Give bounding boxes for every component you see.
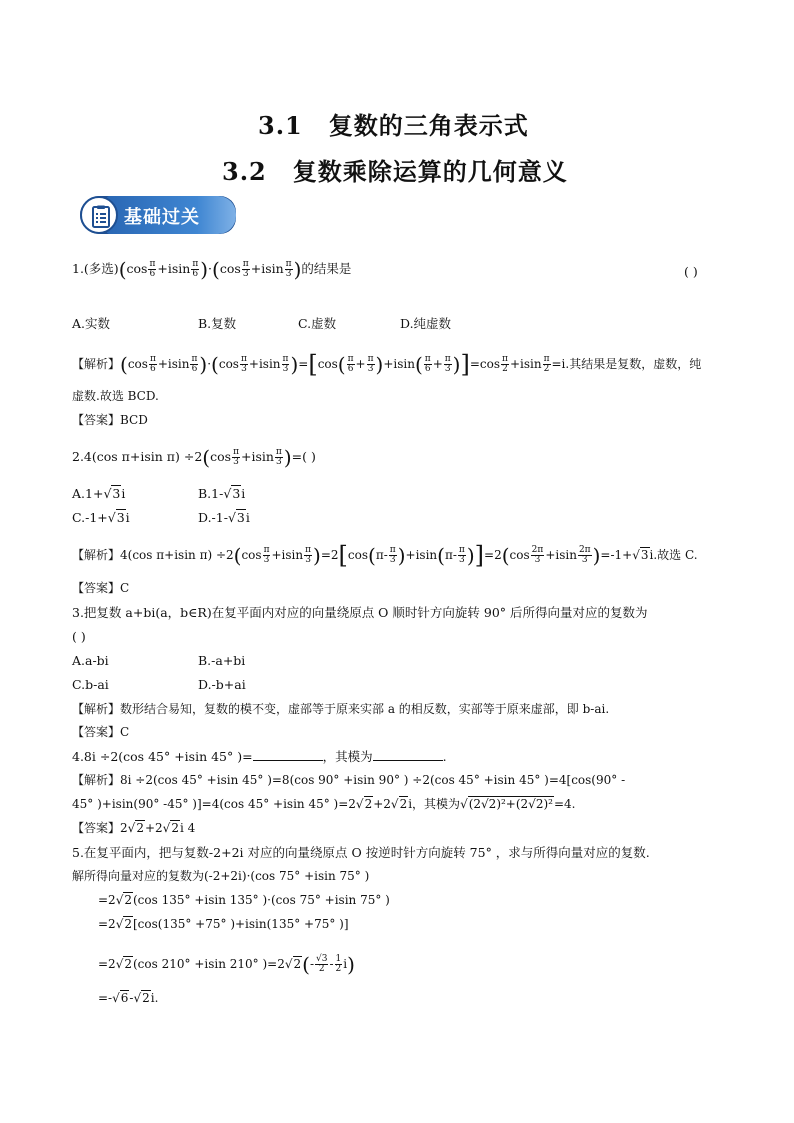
q3-analysis-label: 【解析】 (72, 702, 121, 716)
q3-stem-line2: ( ) (72, 629, 86, 644)
q1-analysis-label: 【解析】 (72, 357, 121, 371)
q4-analysis-line1-text: 8i ÷2(cos 45° +isin 45° )=8(cos 90° +isin 90° ) ÷2(cos 45° +isin 45° )=4[cos(90° - (120, 773, 626, 787)
q1-answer-bracket: ( ) (684, 264, 698, 279)
q1-answer-value: BCD (120, 413, 148, 427)
q4-stem-a: 4.8i ÷2(cos 45° +isin 45° )= (72, 749, 253, 764)
q1-answer-label: 【答案】 (72, 413, 121, 427)
q2-answer-value: C (120, 581, 130, 595)
q5-solution-line3-text: [cos(135° +75° )+isin(135° +75° )] (133, 917, 349, 931)
q5-solution-line2-text: (cos 135° +isin 135° )·(cos 75° +isin 75° ) (133, 893, 390, 907)
q3-analysis (72, 701, 609, 717)
title-3-1-number: 3.1 (258, 111, 303, 140)
title-3-1-text: 复数的三角表示式 (328, 111, 529, 140)
q2-option-a-text: A.1+ (72, 486, 104, 501)
q4-analysis-line1 (72, 772, 625, 788)
title-3-2 (222, 152, 568, 187)
title-3-1 (258, 106, 529, 141)
q1-answer (72, 412, 148, 428)
q4-answer-c: i 4 (179, 821, 196, 835)
section-badge (80, 196, 236, 234)
q4-stem (72, 748, 447, 765)
q4-analysis-line2-a: 45° )+isin(90° -45° )]=4(cos 45° +isin 45° )=2 (72, 797, 356, 811)
q5-solution-line5: =-√6-√2i. (98, 991, 159, 1005)
title-3-2-number: 3.2 (222, 157, 267, 186)
badge-circle (80, 196, 118, 234)
q1-stem: 1.(多选)(cos $\frac{\pi}{6}$ +isin $\frac{\pi}{6}$ )·(cos $\frac{\pi}{3}$ +isin $\frac{\pi}{3}$ )的结果是 (72, 257, 352, 282)
section-badge-label: 基础过关 (124, 207, 200, 228)
q1-option-c: C.虚数 (298, 316, 337, 331)
checklist-icon (88, 204, 114, 230)
q5-solution-line3: =2√2[cos(135° +75° )+isin(135° +75° )] (98, 917, 349, 931)
q2-option-b: B.1-√3i (198, 486, 246, 501)
q3-analysis-text: 数形结合易知，复数的模不变，虚部等于原来实部 a 的相反数，实部等于原来虚部，即 b-ai. (120, 702, 610, 716)
q2-analysis: 【解析】4(cos π+isin π) ÷2(cos $\frac{\pi}{3}$ +isin $\frac{\pi}{3}$ )=2[cos(π- $\frac{\pi}{3}$ )+isin(π- $\frac{\pi}{3}$ )]=2(cos $\frac{2\pi}{3}$ +isin $\frac{2\pi}{3}$ )=-1+√3i.故选 C. (72, 541, 698, 570)
q5-stem: 5.在复平面内，把与复数-2+2i 对应的向量绕原点 O 按逆时针方向旋转 75° ，求与所得向量对应的复数. (72, 845, 650, 860)
q3-answer (72, 724, 129, 740)
q1-stem-suffix: 的结果是 (301, 261, 352, 276)
q5-solution-line1: 解所得向量对应的复数为(-2+2i)·(cos 75° +isin 75° ) (72, 869, 370, 883)
q3-stem-line1: 3.把复数 a+bi(a，b∈R)在复平面内对应的向量绕原点 O 顺时针方向旋转 90° 后所得向量对应的复数为 (72, 605, 648, 620)
q5-solution-line5-text: i. (150, 991, 159, 1005)
q4-blank-1[interactable] (253, 748, 323, 761)
q4-analysis-line2: 45° )+isin(90° -45° )]=4(cos 45° +isin 45° )=2√2+2√2i，其模为√(2√2)²+(2√2)²=4. (72, 797, 576, 811)
q4-analysis-line2-c: i，其模为 (408, 797, 461, 811)
q2-option-d: D.-1-√3i (198, 510, 250, 525)
q2-option-b-text: B.1- (198, 486, 224, 501)
q4-answer-b: +2 (144, 821, 163, 835)
q2-answer-label: 【答案】 (72, 581, 121, 595)
q3-option-a: A.a-bi (72, 653, 109, 668)
q4-answer: 【答案】2√2+2√2i 4 (72, 821, 196, 835)
q5-solution-line2: =2√2(cos 135° +isin 135° )·(cos 75° +isin 75° ) (98, 893, 390, 907)
q1-option-a: A.实数 (72, 316, 111, 331)
q1-analysis-line2: 虚数.故选 BCD. (72, 389, 159, 403)
q1-analysis: 【解析】(cos $\frac{\pi}{6}$ +isin $\frac{\pi}{6}$ )·(cos $\frac{\pi}{3}$ +isin $\frac{\pi}{3}$ )=[cos( $\frac{\pi}{6}$ + $\frac{\pi}{3}$ )+isin( $\frac{\pi}{6}$ + $\frac{\pi}{3}$ )]=cos $\frac{\pi}{2}$ +isin $\frac{\pi}{2}$ =i.其结果是复数，虚数，纯 (72, 350, 702, 379)
q2-analysis-label: 【解析】 (72, 548, 121, 562)
q4-stem-b: ，其模为 (322, 749, 373, 764)
q4-blank-2[interactable] (373, 748, 443, 761)
q2-stem-prefix: 2.4(cos π+isin π) ÷2 (72, 449, 203, 464)
q1-option-b: B.复数 (198, 316, 237, 331)
q4-answer-label: 【答案】 (72, 821, 121, 835)
q2-option-d-text: D.-1- (198, 510, 228, 525)
q2-stem: 2.4(cos π+isin π) ÷2(cos $\frac{\pi}{3}$ +isin $\frac{\pi}{3}$ )=( ) (72, 445, 316, 470)
q3-option-b: B.-a+bi (198, 653, 246, 668)
q3-answer-value: C (120, 725, 130, 739)
q2-analysis-tail: i.故选 C. (649, 548, 698, 562)
title-3-2-text: 复数乘除运算的几何意义 (292, 157, 568, 186)
q4-analysis-line2-b: +2 (373, 797, 391, 811)
q1-option-d: D.纯虚数 (400, 316, 452, 331)
q5-solution-line4-text: (cos 210° +isin 210° )=2 (133, 957, 285, 971)
q2-stem-suffix: =( ) (291, 449, 316, 464)
q2-analysis-prefix: 4(cos π+isin π) ÷2 (120, 548, 234, 562)
q2-option-a: A.1+√3i (72, 486, 126, 501)
q2-option-c-text: C.-1+ (72, 510, 108, 525)
q4-analysis-line2-d: =4. (553, 797, 576, 811)
q2-answer (72, 580, 129, 596)
q1-analysis-tail: =i.其结果是复数，虚数，纯 (551, 357, 702, 371)
q4-analysis-label: 【解析】 (72, 773, 121, 787)
q3-option-c: C.b-ai (72, 677, 109, 692)
q2-option-c: C.-1+√3i (72, 510, 130, 525)
q3-answer-label: 【答案】 (72, 725, 121, 739)
q4-answer-a: 2 (120, 821, 128, 835)
q5-solution-line4: =2√2(cos 210° +isin 210° )=2√2(- $\frac{√3}{2}$ - $\frac{1}{2}$ i) (98, 952, 355, 977)
q4-stem-c: . (442, 749, 447, 764)
q1-stem-prefix: 1.(多选) (72, 261, 119, 276)
q3-option-d: D.-b+ai (198, 677, 246, 692)
